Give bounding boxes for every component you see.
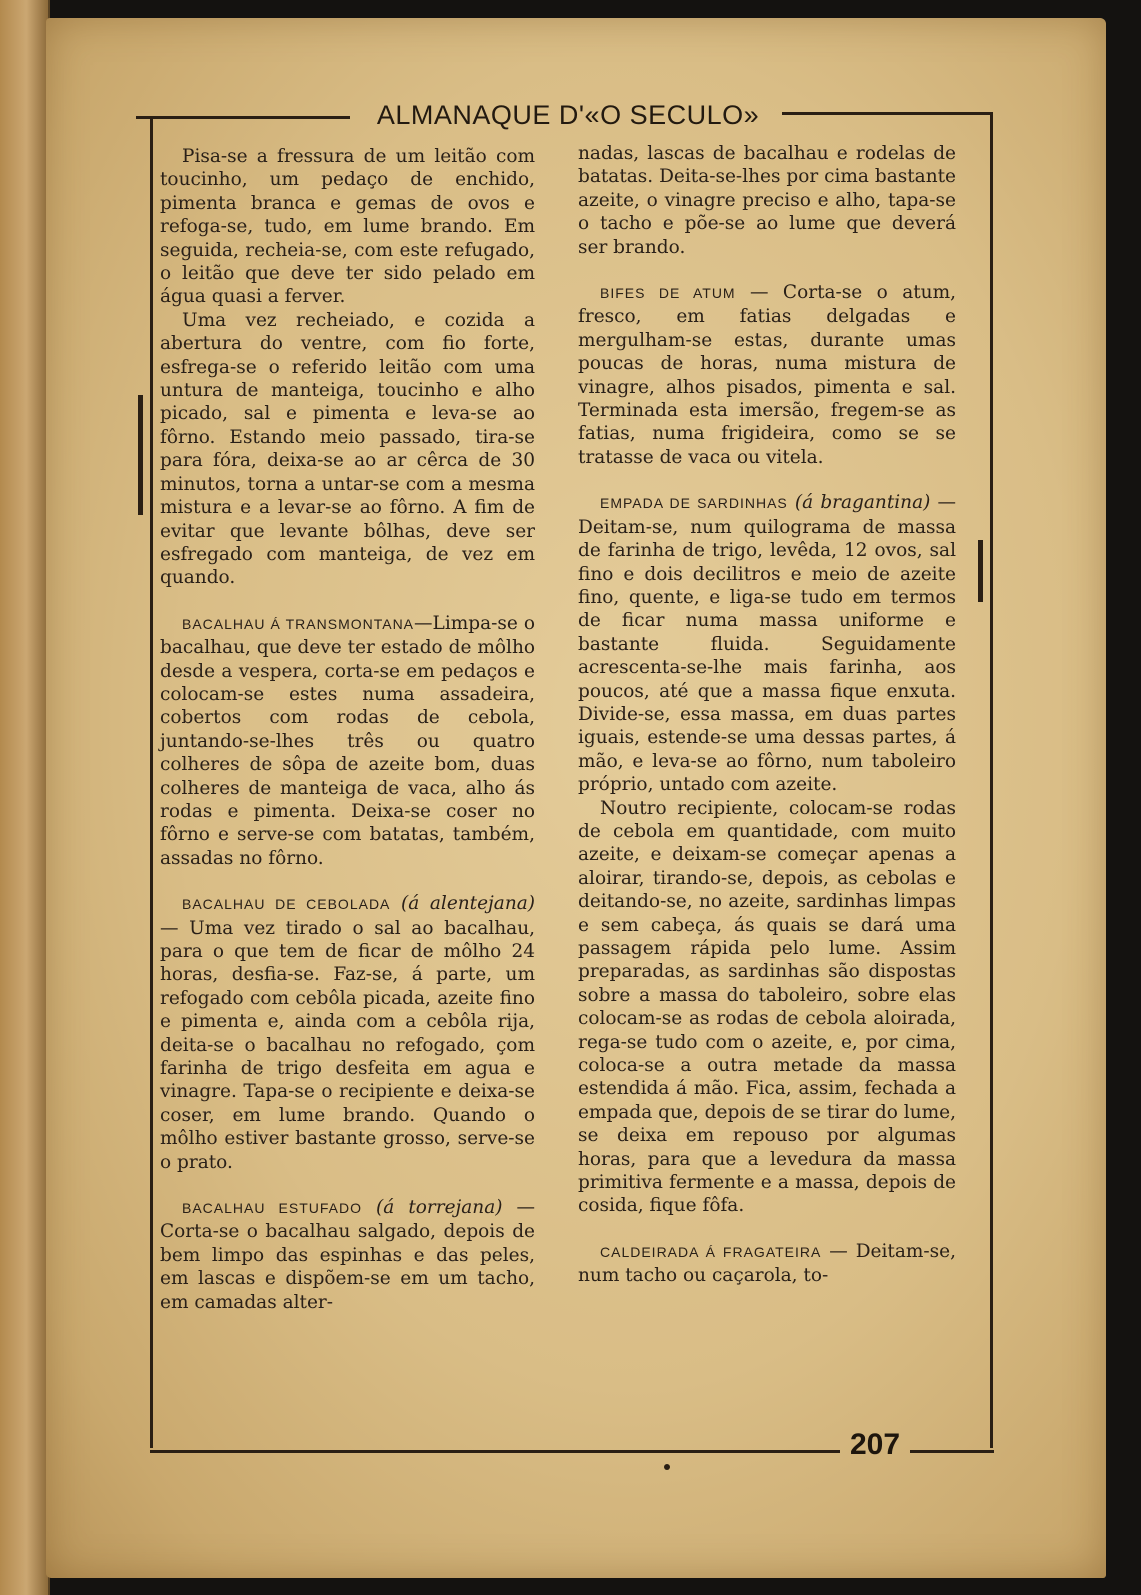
recipe-title: CALDEIRADA Á FRAGATEIRA [600,1243,822,1260]
recipe-subtitle: (á bragantina) [794,492,931,514]
text-column-left [160,145,535,1314]
header-title: ALMANAQUE D'«O SECULO» [376,100,760,130]
paragraph-continuation: nadas, lascas de bacalhau e rodelas de batatas. Deita-se-lhes por cima bastante azeite, o vinagre preciso e alho, tapa-se o tacho e põe-se ao lume que deverá ser brando. [578,143,956,258]
recipe-body: — Corta-se o atum, fresco, em fatias delgadas e mergulham-se estas, durante umas poucas de horas, numa mistura de vinagre, alhos pisados, pimenta e sal. Terminada esta imersão, fregem-se as fatias, numa frigideira, como se se tratasse de vaca ou vitela. [578,282,956,468]
recipe-title: BACALHAU Á TRANSMONTANA [182,615,415,632]
recipe-subtitle: (á torrejana) [376,1197,503,1219]
recipe-body: — Deitam-se, num quilograma de massa de farinha de trigo, levêda, 12 ovos, sal fino e dois decilitros e meio de azeite fino, quente, e liga-se tudo em termos de ficar numa massa uniforme e bastante fluida. Seguidamente acrescenta-se-lhe mais farinha, aos poucos, até que a massa fique enxuta. Divide-se, essa massa, em duas partes iguais, estende-se uma dessas partes, á mão, e leva-se ao fôrno, num taboleiro próprio, untado com azeite. [578,492,956,796]
recipe-body: — Corta-se o bacalhau salgado, depois de bem limpo das espinhas e das peles, em lascas e dispõem-se em um tacho, em camadas alter- [160,1197,535,1313]
paragraph-leitao-1: Pisa-se a fressura de um leitão com toucinho, um pedaço de enchido, pimenta branca e gemas de ovos e refoga-se, tudo, em lume brando. Em seguida, recheia-se, com este refugado, o leitão que deve ter sido pelado em água quasi a ferver. [160,146,535,308]
page-footer [150,1428,994,1466]
frame-rule-left [150,118,153,1448]
recipe-bacalhau-transmontana [160,612,535,870]
footer-rule-right [910,1450,994,1453]
recipe-title: BACALHAU ESTUFADO [182,1200,362,1217]
recipe-bacalhau-cebolada [160,892,535,1174]
recipe-body: —Limpa-se o bacalhau, que deve ter estado de môlho desde a vespera, corta-se em pedaços e colocam-se estes numa assadeira, cobertos com rodas de cebola, juntando-se-lhes três ou quatro colheres de sôpa de azeite bom, duas colheres de manteiga de vaca, alho ás rodas e pimenta. Deixa-se coser no fôrno e serve-se com batatas, também, assadas no fôrno. [160,612,535,869]
recipe-subtitle: (á alentejana) [401,893,535,915]
frame-notch-left [138,395,143,515]
ink-dot [664,1464,670,1470]
header-rule-left [136,116,350,119]
recipe-title: BIFES DE ATUM [600,285,736,302]
recipe-caldeirada [578,1240,956,1288]
paragraph-empada-2: Noutro recipiente, colocam-se rodas de cebola em quantidade, com muito azeite, e deixam-se começar apenas a aloirar, tirando-se, depois, as cebolas e deitando-se, no azeite, sardinhas limpas e sem cabeça, ás quais se dará uma passagem rápida pelo lume. Assim preparadas, as sardinhas são dispostas sobre a massa do taboleiro, sobre elas colocam-se as rodas de cebola aloirada, rega-se tudo com o azeite, e, por cima, coloca-se a outra metade da massa estendida á mão. Fica, assim, fechada a empada que, depois de se tirar do lume, se deixa em repouso por algumas horas, para que a levedura da massa primitiva fermente e a massa, depois de cosida, fique fôfa. [578,797,956,1217]
recipe-bifes-atum [578,281,956,469]
footer-rule-left [150,1450,840,1453]
book-spine [0,0,50,1595]
frame-rule-right [990,112,993,1448]
recipe-title: BACALHAU DE CEBOLADA [182,896,391,913]
page-number: 207 [849,1428,901,1461]
header-rule-right [782,112,992,115]
frame-notch-right [978,540,983,602]
recipe-body: — Deitam-se, num tacho ou caçarola, to- [578,1240,956,1287]
recipe-title: EMPADA DE SARDINHAS [600,495,788,512]
text-column-right [578,142,956,1288]
recipe-bacalhau-estufado [160,1196,535,1314]
recipe-body: — Uma vez tirado o sal ao bacalhau, para o que tem de ficar de môlho 24 horas, desfia-se. Faz-se, á parte, um refogado com cebôla picada, azeite fino e pimenta e, ainda com a cebôla rija, deita-se o bacalhau no refogado, çom farinha de trigo desfeita em agua e vinagre. Tapa-se o recipiente e deixa-se coser, em lume brando. Quando o môlho estiver bastante grosso, serve-se o prato. [160,917,535,1173]
recipe-empada-sardinhas [578,491,956,796]
running-header [136,96,996,136]
paragraph-leitao-2: Uma vez recheiado, e cozida a abertura do ventre, com fio forte, esfrega-se o referido leitão com uma untura de manteiga, toucinho e alho picado, sal e pimenta e leva-se ao fôrno. Estando meio passado, tira-se para fóra, deixa-se ao ar cêrca de 30 minutos, torna a untar-se com a mesma mistura e a levar-se ao fôrno. A fim de evitar que levante bôlhas, deve ser esfregado com manteiga, de vez em quando. [160,309,535,589]
